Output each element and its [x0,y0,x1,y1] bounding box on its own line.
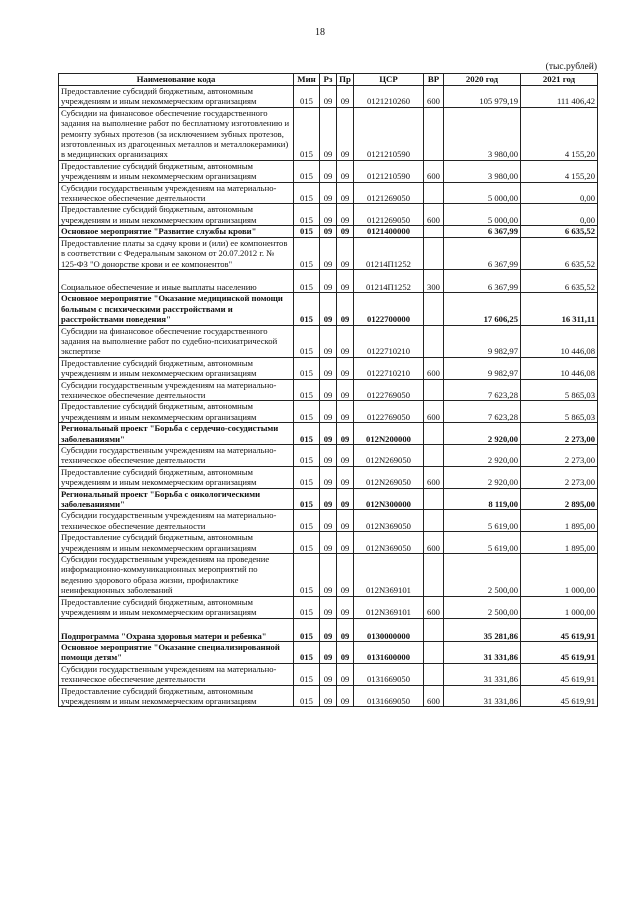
cell-rz: 09 [320,445,337,467]
cell-pr: 09 [337,554,354,597]
cell-name: Региональный проект "Борьба с онкологическими заболеваниями" [59,488,294,510]
cell-2021: 6 635,52 [521,226,598,237]
cell-rz: 09 [320,237,337,269]
cell-pr: 09 [337,379,354,401]
cell-min: 015 [294,401,320,423]
cell-min: 015 [294,182,320,204]
header-csr: ЦСР [354,74,424,86]
cell-pr: 09 [337,401,354,423]
cell-min: 015 [294,379,320,401]
cell-2020: 8 119,00 [444,488,521,510]
cell-2020: 105 979,19 [444,86,521,108]
cell-name: Предоставление субсидий бюджетным, автономным учреждениям и иным некоммерческим организациям [59,466,294,488]
cell-pr: 09 [337,182,354,204]
cell-vr [424,182,444,204]
table-row [59,269,598,292]
table-row [59,107,598,160]
cell-name: Предоставление субсидий бюджетным, автономным учреждениям и иным некоммерческим организациям [59,685,294,707]
cell-pr: 09 [337,488,354,510]
cell-min: 015 [294,423,320,445]
cell-rz: 09 [320,160,337,182]
cell-min: 015 [294,685,320,707]
cell-rz: 09 [320,204,337,226]
cell-csr: 012N269050 [354,466,424,488]
cell-min: 015 [294,554,320,597]
cell-pr: 09 [337,445,354,467]
header-2020: 2020 год [444,74,521,86]
cell-2020: 7 623,28 [444,379,521,401]
cell-csr: 01214П1252 [354,237,424,269]
table-row [59,663,598,685]
cell-min: 015 [294,596,320,618]
cell-min: 015 [294,293,320,325]
cell-vr [424,379,444,401]
cell-pr: 09 [337,596,354,618]
cell-csr: 0121400000 [354,226,424,237]
cell-csr: 0121210590 [354,160,424,182]
cell-2021: 16 311,11 [521,293,598,325]
cell-rz: 09 [320,663,337,685]
table-row [59,325,598,357]
cell-2021: 2 273,00 [521,445,598,467]
cell-pr: 09 [337,663,354,685]
cell-name: Предоставление субсидий бюджетным, автономным учреждениям и иным некоммерческим организациям [59,596,294,618]
cell-vr [424,554,444,597]
cell-rz: 09 [320,357,337,379]
cell-pr: 09 [337,107,354,160]
cell-name: Субсидии на финансовое обеспечение государственного задания на выполнение работ по судебно-психиатрической экспертизе [59,325,294,357]
cell-csr: 012N369101 [354,554,424,597]
cell-min: 015 [294,86,320,108]
cell-vr: 300 [424,269,444,292]
cell-pr: 09 [337,510,354,532]
table-row [59,554,598,597]
cell-name: Основное мероприятие "Оказание специализированной помощи детям" [59,641,294,663]
cell-2020: 5 619,00 [444,510,521,532]
table-row [59,357,598,379]
table-row [59,237,598,269]
cell-rz: 09 [320,86,337,108]
cell-2020: 9 982,97 [444,357,521,379]
cell-2021: 111 406,42 [521,86,598,108]
cell-min: 015 [294,226,320,237]
table-row [59,596,598,618]
cell-pr: 09 [337,293,354,325]
cell-csr: 0130000000 [354,618,424,641]
cell-name: Субсидии государственным учреждениям на материально-техническое обеспечение деятельности [59,663,294,685]
cell-vr [424,107,444,160]
cell-2021: 2 895,00 [521,488,598,510]
cell-csr: 012N369050 [354,532,424,554]
cell-2021: 5 865,03 [521,401,598,423]
cell-min: 015 [294,641,320,663]
cell-pr: 09 [337,237,354,269]
cell-vr [424,641,444,663]
cell-rz: 09 [320,401,337,423]
table-row [59,86,598,108]
cell-rz: 09 [320,685,337,707]
table-row [59,618,598,641]
cell-rz: 09 [320,532,337,554]
cell-rz: 09 [320,226,337,237]
cell-rz: 09 [320,554,337,597]
cell-csr: 0122769050 [354,379,424,401]
cell-rz: 09 [320,466,337,488]
cell-min: 015 [294,107,320,160]
cell-pr: 09 [337,160,354,182]
cell-csr: 0122700000 [354,293,424,325]
cell-2021: 0,00 [521,204,598,226]
table-row [59,423,598,445]
cell-name: Субсидии государственным учреждениям на материально-техническое обеспечение деятельности [59,445,294,467]
table-row [59,226,598,237]
cell-2021: 1 000,00 [521,554,598,597]
cell-pr: 09 [337,86,354,108]
cell-rz: 09 [320,325,337,357]
units-label: (тыс.рублей) [545,62,597,72]
cell-min: 015 [294,532,320,554]
cell-2021: 1 000,00 [521,596,598,618]
table-header-row [59,74,598,86]
cell-name: Субсидии государственным учреждениям на материально-техническое обеспечение деятельности [59,379,294,401]
cell-rz: 09 [320,596,337,618]
cell-name: Субсидии государственным учреждениям на материально-техническое обеспечение деятельности [59,510,294,532]
cell-rz: 09 [320,488,337,510]
cell-2021: 6 635,52 [521,237,598,269]
cell-name: Региональный проект "Борьба с сердечно-сосудистыми заболеваниями" [59,423,294,445]
cell-2021: 10 446,08 [521,357,598,379]
cell-pr: 09 [337,204,354,226]
cell-2020: 2 500,00 [444,596,521,618]
cell-2020: 2 920,00 [444,445,521,467]
cell-vr [424,423,444,445]
table-row [59,182,598,204]
cell-csr: 012N300000 [354,488,424,510]
cell-vr [424,325,444,357]
cell-2020: 17 606,25 [444,293,521,325]
cell-name: Субсидии государственным учреждениям на материально-техническое обеспечение деятельности [59,182,294,204]
cell-2020: 5 619,00 [444,532,521,554]
cell-pr: 09 [337,226,354,237]
cell-name: Предоставление субсидий бюджетным, автономным учреждениям и иным некоммерческим организациям [59,401,294,423]
cell-csr: 0121269050 [354,204,424,226]
cell-name: Основное мероприятие "Развитие службы крови" [59,226,294,237]
cell-2021: 4 155,20 [521,160,598,182]
cell-vr [424,618,444,641]
header-pr: Пр [337,74,354,86]
cell-min: 015 [294,357,320,379]
cell-name: Предоставление субсидий бюджетным, автономным учреждениям и иным некоммерческим организациям [59,86,294,108]
table-row [59,685,598,707]
table-row [59,160,598,182]
cell-pr: 09 [337,618,354,641]
cell-csr: 012N200000 [354,423,424,445]
cell-pr: 09 [337,357,354,379]
cell-vr: 600 [424,466,444,488]
cell-pr: 09 [337,685,354,707]
cell-rz: 09 [320,379,337,401]
cell-vr [424,663,444,685]
table-row [59,466,598,488]
cell-2020: 2 920,00 [444,423,521,445]
cell-vr: 600 [424,86,444,108]
cell-pr: 09 [337,532,354,554]
cell-2021: 0,00 [521,182,598,204]
header-2021: 2021 год [521,74,598,86]
cell-rz: 09 [320,107,337,160]
cell-name: Субсидии на финансовое обеспечение государственного задания на выполнение работ по бесплатному изготовлению и ремонту зубных протезов (за исключением зубных протезов, изготовленных из драгоценных металлов и металлокерамики) в медицинских организациях [59,107,294,160]
cell-pr: 09 [337,423,354,445]
cell-name: Предоставление субсидий бюджетным, автономным учреждениям и иным некоммерческим организациям [59,204,294,226]
cell-2021: 6 635,52 [521,269,598,292]
cell-rz: 09 [320,618,337,641]
cell-min: 015 [294,663,320,685]
cell-2021: 1 895,00 [521,510,598,532]
table-row [59,532,598,554]
cell-name: Предоставление субсидий бюджетным, автономным учреждениям и иным некоммерческим организациям [59,357,294,379]
cell-2020: 2 500,00 [444,554,521,597]
cell-csr: 0121269050 [354,182,424,204]
cell-name: Предоставление платы за сдачу крови и (или) ее компонентов в соответствии с Федеральным законом от 20.07.2012 г. № 125-ФЗ "О донорстве крови и ее компонентов" [59,237,294,269]
cell-2021: 45 619,91 [521,685,598,707]
header-min: Мин [294,74,320,86]
cell-vr: 600 [424,357,444,379]
cell-vr: 600 [424,401,444,423]
cell-2020: 5 000,00 [444,182,521,204]
cell-rz: 09 [320,269,337,292]
cell-2020: 7 623,28 [444,401,521,423]
table-row [59,445,598,467]
cell-2021: 45 619,91 [521,663,598,685]
cell-min: 015 [294,445,320,467]
cell-min: 015 [294,618,320,641]
cell-name: Предоставление субсидий бюджетным, автономным учреждениям и иным некоммерческим организациям [59,532,294,554]
cell-vr: 600 [424,160,444,182]
cell-vr [424,488,444,510]
table-row [59,401,598,423]
cell-2021: 45 619,91 [521,618,598,641]
cell-rz: 09 [320,423,337,445]
cell-name: Предоставление субсидий бюджетным, автономным учреждениям и иным некоммерческим организациям [59,160,294,182]
cell-csr: 012N369101 [354,596,424,618]
cell-2020: 5 000,00 [444,204,521,226]
cell-2020: 9 982,97 [444,325,521,357]
cell-2021: 10 446,08 [521,325,598,357]
cell-2021: 2 273,00 [521,466,598,488]
cell-2020: 3 980,00 [444,160,521,182]
cell-pr: 09 [337,641,354,663]
cell-csr: 0122769050 [354,401,424,423]
cell-vr [424,237,444,269]
cell-vr: 600 [424,204,444,226]
cell-rz: 09 [320,641,337,663]
header-rz: Рз [320,74,337,86]
cell-2020: 31 331,86 [444,663,521,685]
cell-name: Основное мероприятие "Оказание медицинской помощи больным с психическими расстройствами и расстройствами поведения" [59,293,294,325]
cell-2020: 31 331,86 [444,641,521,663]
cell-csr: 0131669050 [354,685,424,707]
cell-min: 015 [294,237,320,269]
cell-vr [424,226,444,237]
cell-rz: 09 [320,293,337,325]
cell-2021: 1 895,00 [521,532,598,554]
cell-min: 015 [294,160,320,182]
cell-min: 015 [294,204,320,226]
cell-2020: 6 367,99 [444,226,521,237]
cell-2021: 2 273,00 [521,423,598,445]
table-row [59,379,598,401]
table-row [59,488,598,510]
cell-pr: 09 [337,325,354,357]
cell-2020: 6 367,99 [444,269,521,292]
cell-csr: 0122710210 [354,325,424,357]
cell-csr: 0121210260 [354,86,424,108]
cell-vr: 600 [424,532,444,554]
cell-2020: 35 281,86 [444,618,521,641]
cell-pr: 09 [337,466,354,488]
cell-2021: 45 619,91 [521,641,598,663]
cell-name: Подпрограмма "Охрана здоровья матери и ребенка" [59,618,294,641]
budget-table [58,73,598,707]
cell-csr: 0131600000 [354,641,424,663]
cell-min: 015 [294,466,320,488]
cell-2021: 4 155,20 [521,107,598,160]
cell-rz: 09 [320,182,337,204]
cell-min: 015 [294,510,320,532]
cell-min: 015 [294,269,320,292]
cell-2020: 31 331,86 [444,685,521,707]
cell-vr [424,510,444,532]
cell-name: Социальное обеспечение и иные выплаты населению [59,269,294,292]
cell-vr [424,445,444,467]
table-row [59,641,598,663]
cell-csr: 0122710210 [354,357,424,379]
cell-min: 015 [294,488,320,510]
cell-2020: 2 920,00 [444,466,521,488]
cell-csr: 012N269050 [354,445,424,467]
cell-2020: 3 980,00 [444,107,521,160]
cell-csr: 01214П1252 [354,269,424,292]
cell-name: Субсидии государственным учреждениям на проведение информационно-коммуникационных мероприятий по ведению здорового образа жизни, профилактике неинфекционных заболеваний [59,554,294,597]
cell-vr: 600 [424,685,444,707]
header-name: Наименование кода [59,74,294,86]
table-row [59,510,598,532]
table-row [59,204,598,226]
cell-csr: 0131669050 [354,663,424,685]
cell-min: 015 [294,325,320,357]
header-vr: ВР [424,74,444,86]
cell-rz: 09 [320,510,337,532]
cell-2020: 6 367,99 [444,237,521,269]
cell-vr [424,293,444,325]
cell-2021: 5 865,03 [521,379,598,401]
page-number: 18 [315,27,325,38]
cell-vr: 600 [424,596,444,618]
cell-csr: 012N369050 [354,510,424,532]
table-row [59,293,598,325]
cell-pr: 09 [337,269,354,292]
cell-csr: 0121210590 [354,107,424,160]
